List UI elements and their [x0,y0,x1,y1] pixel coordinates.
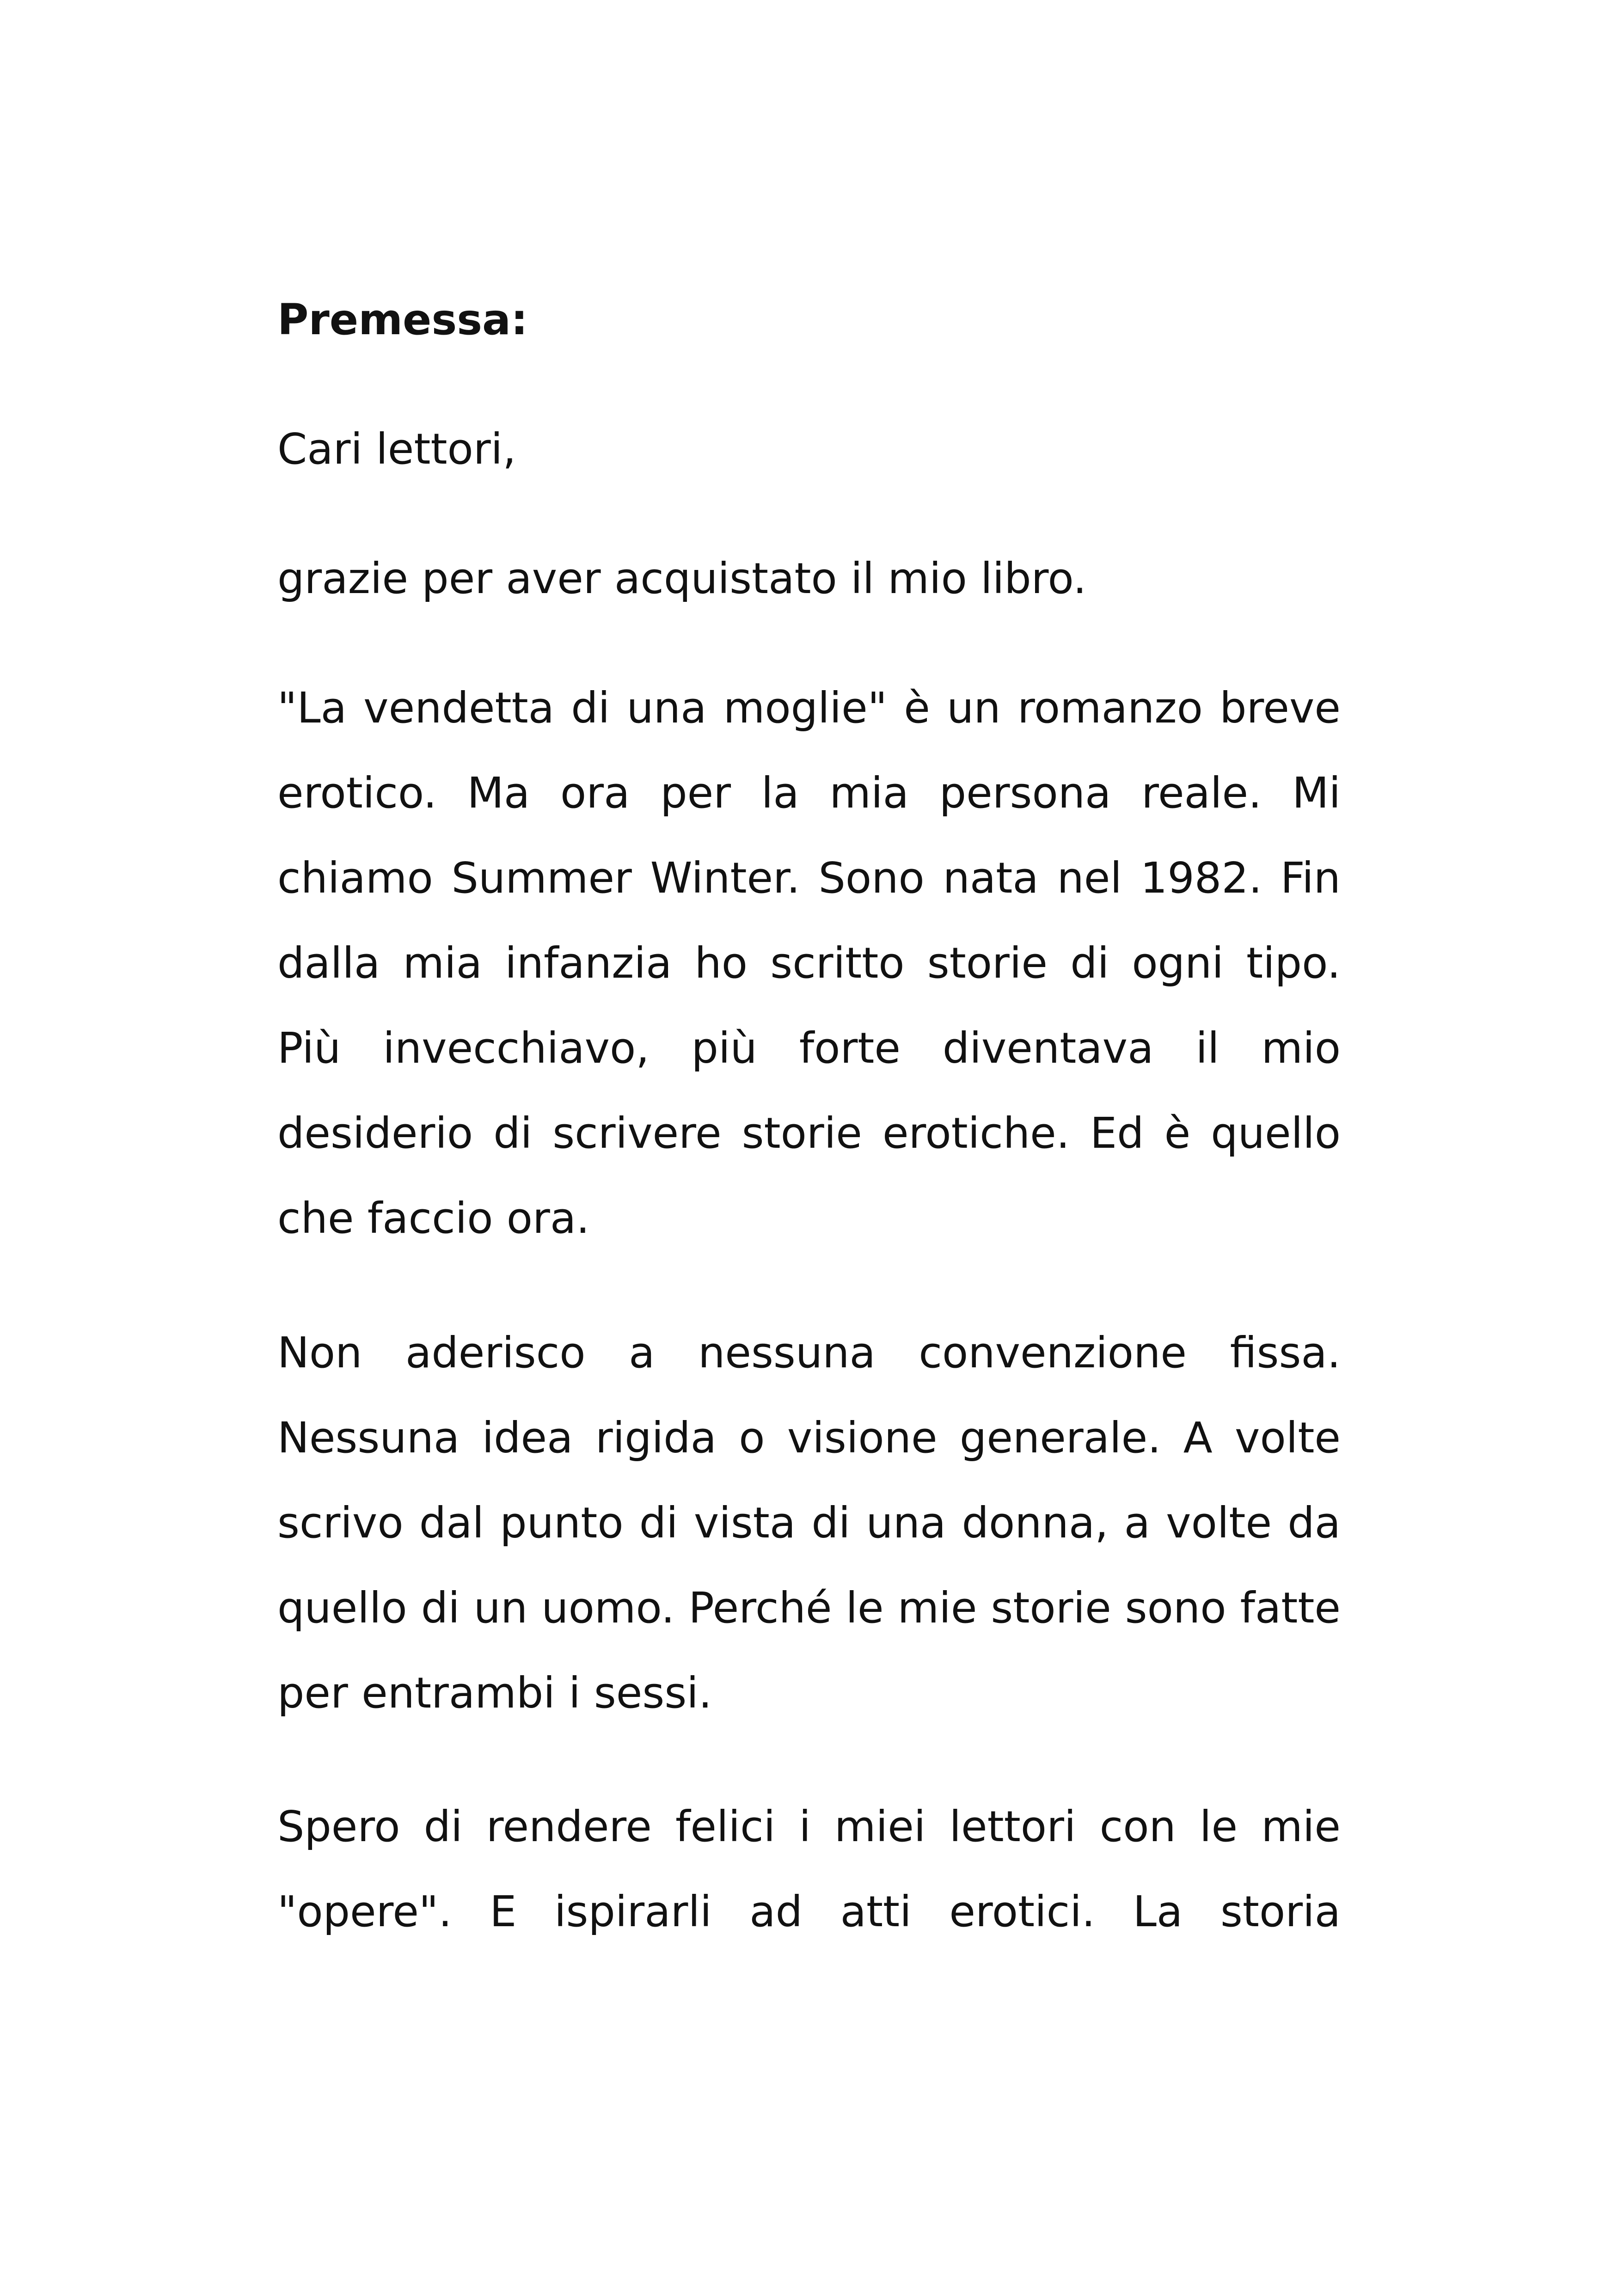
paragraph-author-intro: "La vendetta di una moglie" è un romanzo breve erotico. Ma ora per la mia persona reale. Mi chiamo Summer Winter. Sono nata nel 1982. Fin dalla mia infanzia ho scritto storie di ogni tipo. Più invecchiavo, più forte diventava il mio desiderio di scrivere storie erotiche. Ed è quello che faccio ora. [277,683,1341,1243]
section-heading: Premessa: [277,295,528,344]
paragraph-writing-style: Non aderisco a nessuna convenzione fissa. Nessuna idea rigida o visione generale. A volte scrivo dal punto di vista di una donna, a volte da quello di un uomo. Perché le mie storie sono fatte per entrambi i sessi. [277,1328,1341,1718]
paragraph-thanks: grazie per aver acquistato il mio libro. [277,554,1087,603]
paragraph-hope: Spero di rendere felici i miei lettori con le mie "opere". E ispirarli ad atti erotici. La storia [277,1802,1341,1936]
paragraph-greeting: Cari lettori, [277,424,516,474]
